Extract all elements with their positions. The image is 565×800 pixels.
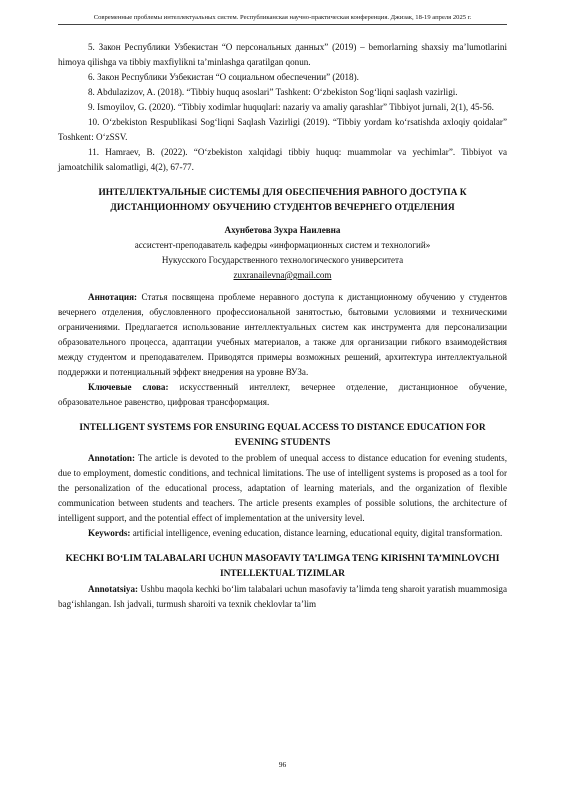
keywords-text-ru: искусственный интеллект, вечернее отделение, дистанционное обучение, образовательное равенство, цифровая трансформация.: [58, 382, 507, 407]
running-header: Современные проблемы интеллектуальных систем. Республиканская научно-практическая конференция. Джизак, 18-19 апреля 2025 г.: [58, 14, 507, 25]
annotation-label-en: Annotation:: [88, 453, 135, 463]
reference-item: 5. Закон Республики Узбекистан “О персональных данных” (2019) – bemorlarning shaxsiy ma’lumotlarini himoya qilishga va tibbiy maxfiylikni ta’minlashga qaratilgan qonun.: [58, 42, 507, 67]
reference-item: 6. Закон Республики Узбекистан “О социальном обеспечении” (2018).: [88, 72, 359, 82]
article-ru: [58, 186, 507, 410]
annotation-label-ru: Аннотация:: [88, 292, 138, 302]
article-title-en: INTELLIGENT SYSTEMS FOR ENSURING EQUAL ACCESS TO DISTANCE EDUCATION FOR EVENING STUDENTS: [79, 423, 486, 448]
author-affiliation: Нукусского Государственного технологического университета: [161, 255, 404, 265]
reference-list: [58, 40, 507, 175]
reference-item: 10. O‘zbekiston Respublikasi Sog‘liqni Saqlash Vazirligi (2019). “Tibbiy yordam ko‘rsatishda axloqiy qoidalar” Toshkent: O‘zSSV.: [58, 117, 507, 142]
keywords-label-ru: Ключевые слова:: [88, 382, 169, 392]
page-number: 96: [278, 760, 287, 769]
annotation-label-uz: Annotatsiya:: [88, 584, 139, 594]
keywords-en: [58, 526, 507, 541]
annotation-ru: [58, 290, 507, 380]
reference-item: 11. Hamraev, B. (2022). “O‘zbekiston xalqidagi tibbiy huquq: muammolar va yechimlar”. Tibbiyot va jamoatchilik salomatligi, 4(2), 67-77.: [58, 147, 507, 172]
author-position: ассистент-преподаватель кафедры «информационных систем и технологий»: [134, 240, 431, 250]
annotation-text-en: The article is devoted to the problem of unequal access to distance education for evening students, due to employment, domestic conditions, and technical limitations. The use of intelligent systems is proposed as a tool for the personalization of the educational process, adaptation of learning materials, and the organization of flexible communication between students and teachers. The article presents examples of possible solutions, the architecture of intelligent support, and the potential effect of implementation at the university level.: [58, 453, 507, 523]
article-title-ru: ИНТЕЛЛЕКТУАЛЬНЫЕ СИСТЕМЫ ДЛЯ ОБЕСПЕЧЕНИЯ РАВНОГО ДОСТУПА К ДИСТАНЦИОННОМУ ОБУЧЕНИЮ СТУДЕНТОВ ВЕЧЕРНЕГО ОТДЕЛЕНИЯ: [98, 188, 467, 213]
annotation-uz: [58, 582, 507, 612]
annotation-text-ru: Статья посвящена проблеме неравного доступа к дистанционному обучению у студентов вечернего отделения, обусловленного профессиональной занятостью, бытовыми условиями и техническими ограничениями. Предлагается использование интеллектуальных систем как инструмента для персонализации образовательного процесса, адаптации учебных материалов, а также для организации гибкого взаимодействия между студентом и преподавателем. Приводятся примеры возможных решений, архитектура интеллектуальной поддержки и потенциальный эффект внедрения на уровне ВУЗа.: [58, 292, 507, 377]
reference-item: 9. Ismoyilov, G. (2020). “Tibbiy xodimlar huquqlari: nazariy va amaliy qarashlar” Tibbiyot jurnali, 2(1), 45-56.: [88, 102, 494, 112]
page-content: [58, 40, 507, 612]
author-name: Ахунбетова Зухра Наилевна: [224, 225, 341, 235]
keywords-ru: [58, 380, 507, 410]
annotation-text-uz: Ushbu maqola kechki bo‘lim talabalari uchun masofaviy ta’limda teng sharoit yaratish muammosiga bag‘ishlangan. Ish jadvali, turmush sharoiti va texnik cheklovlar ta’lim: [58, 584, 507, 609]
article-uz: [58, 552, 507, 612]
keywords-label-en: Keywords:: [88, 528, 131, 538]
article-en: [58, 421, 507, 541]
annotation-en: [58, 451, 507, 526]
author-email-link[interactable]: zuxranailevna@gmail.com: [233, 270, 332, 280]
article-title-uz: KECHKI BO‘LIM TALABALARI UCHUN MASOFAVIY TA’LIMGA TENG KIRISHNI TA’MINLOVCHI INTELLEKTUAL TIZIMLAR: [65, 554, 500, 579]
keywords-text-en: artificial intelligence, evening education, distance learning, educational equity, digital transformation.: [130, 528, 503, 538]
reference-item: 8. Abdulazizov, A. (2018). “Tibbiy huquq asoslari” Tashkent: O‘zbekiston Sog‘liqni saqlash vazirligi.: [88, 87, 458, 97]
